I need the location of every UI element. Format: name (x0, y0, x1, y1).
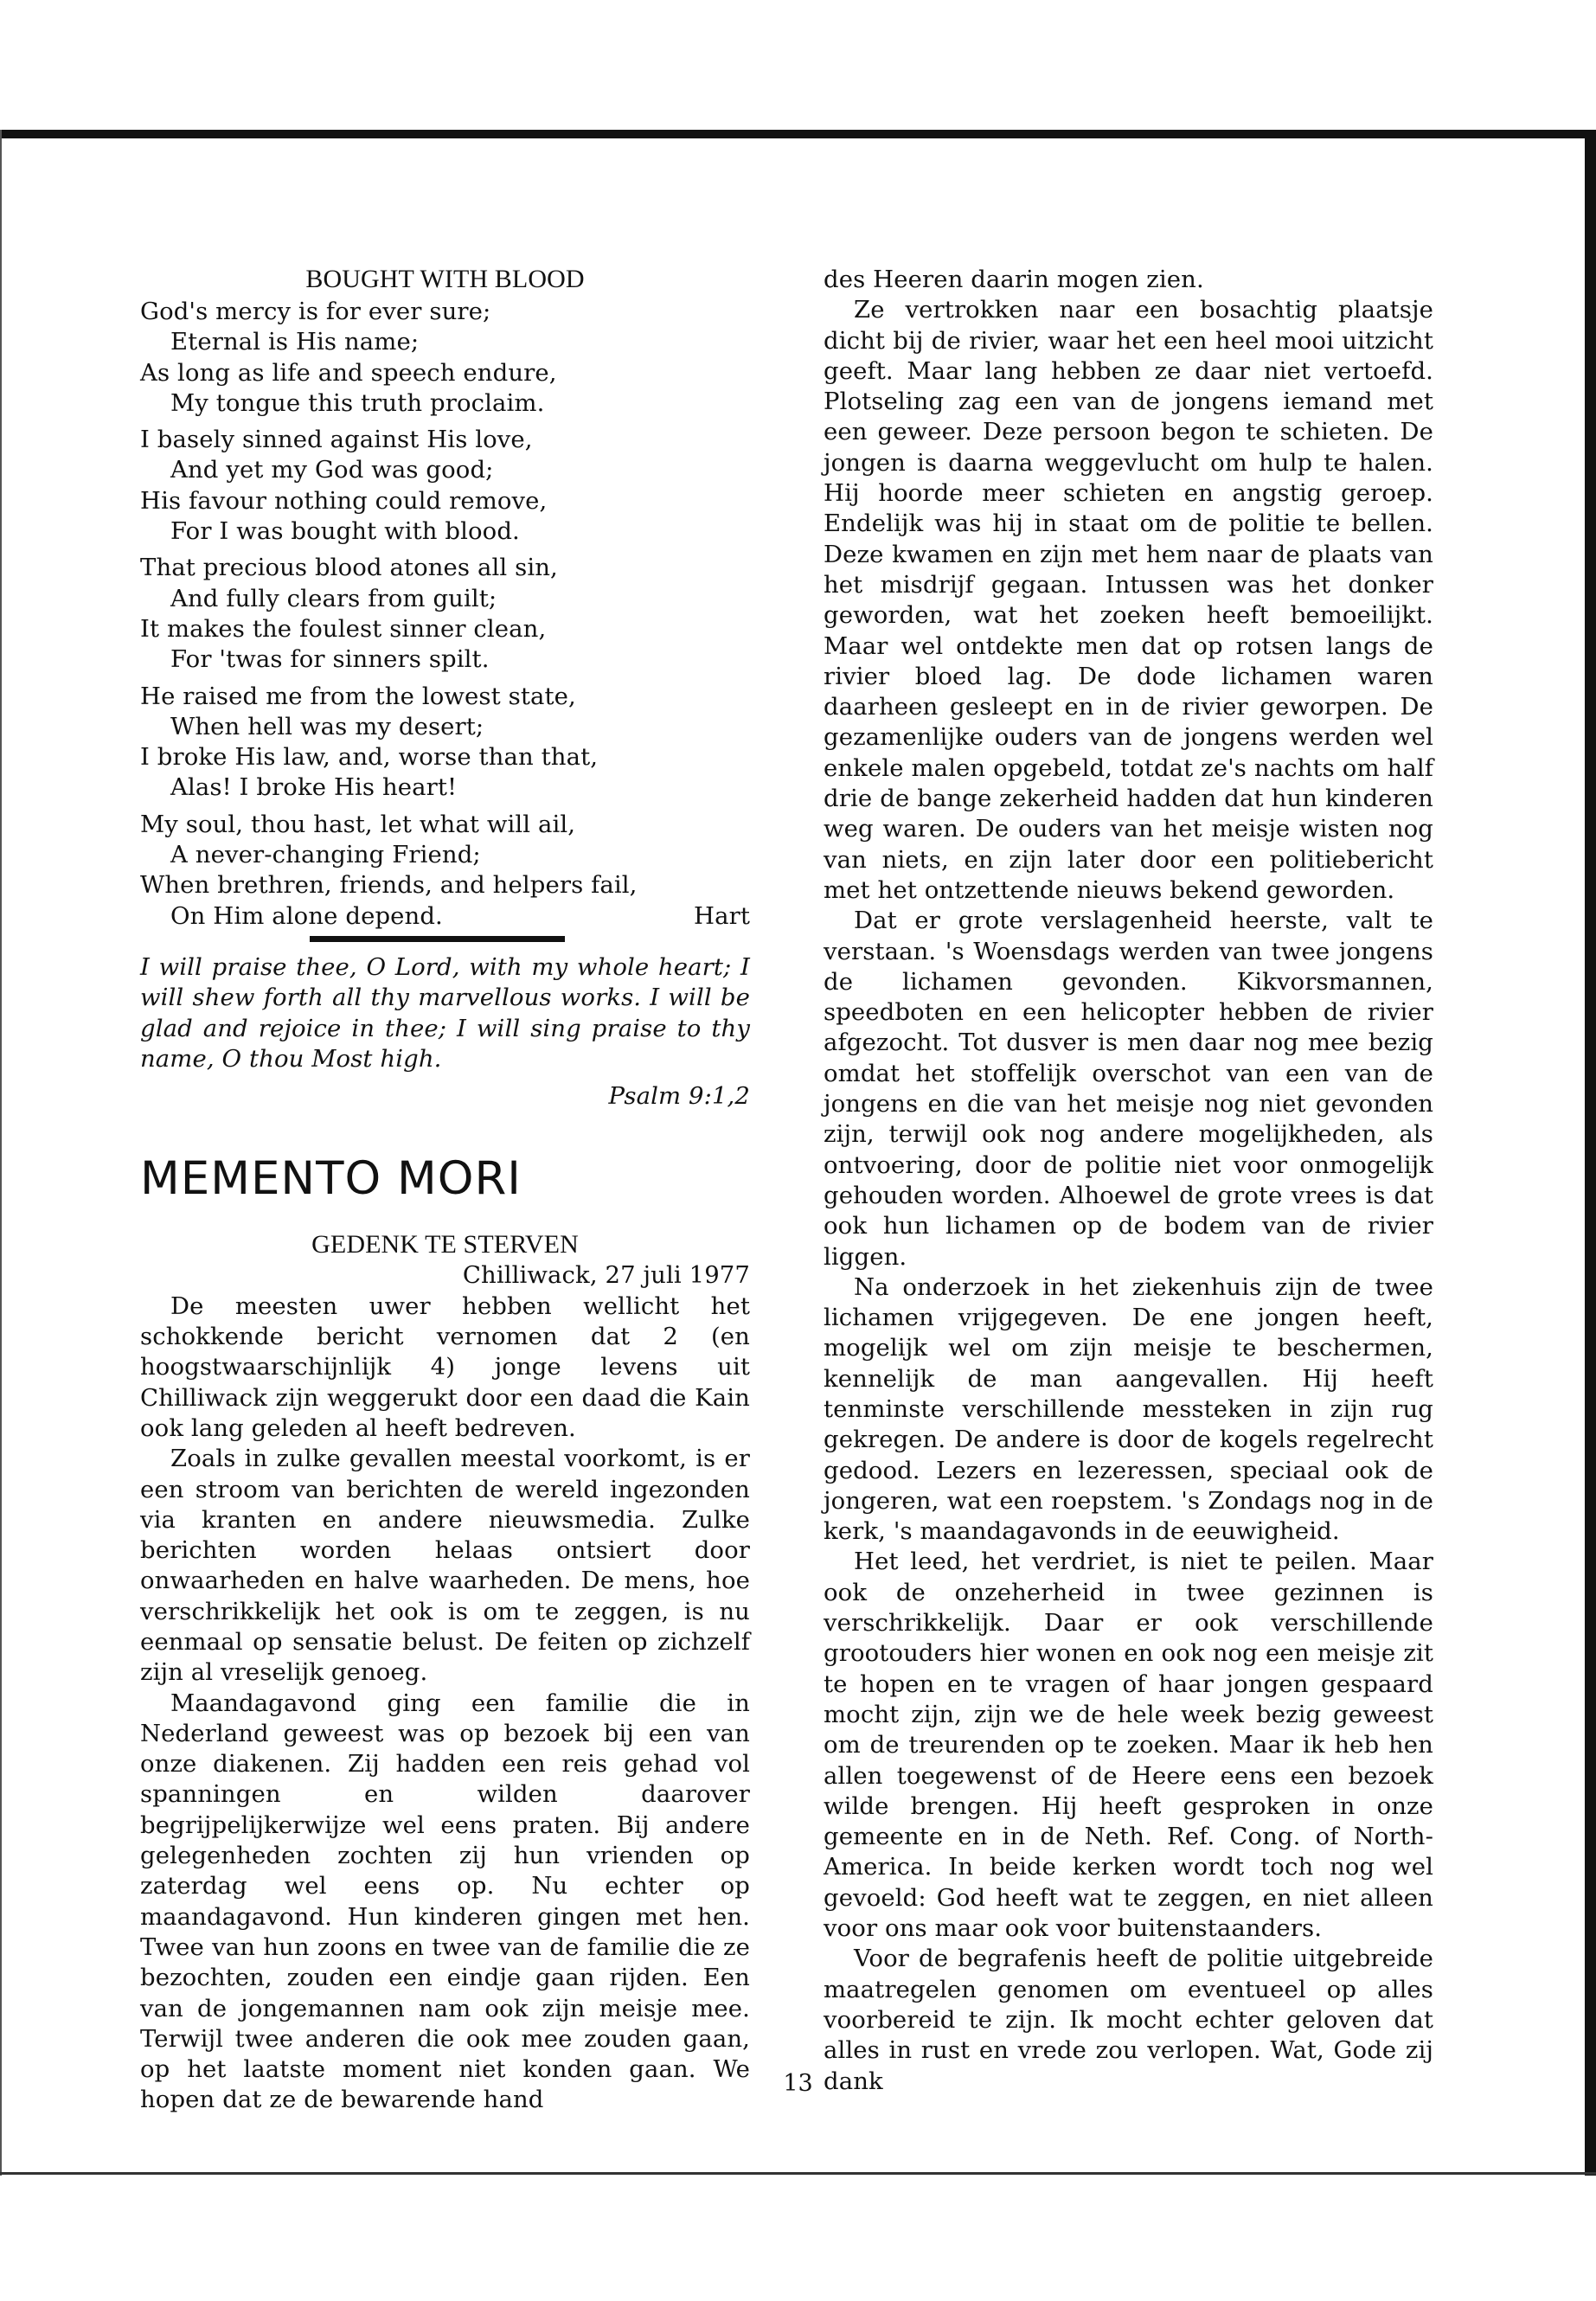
top-border-bar (0, 130, 1596, 138)
section-divider (310, 936, 565, 942)
article-paragraph: Ze vertrokken naar een bosachtig plaatsje dicht bij de rivier, waar het een heel mooi uitzicht geeft. Maar lang hebben ze daar niet vertoefd. Plotseling zag een van de jongens iemand met een geweer. Deze persoon begon te schieten. De jongen is daarna weggevlucht om hulp te halen. Hij hoorde meer schieten en angstig geroep. Endelijk was hij in staat om de politie te bellen. Deze kwamen en zijn met hem naar de plaats van het misdrijf gegaan. Intussen was het donker geworden, wat het zoeken heeft bemoeilijkt. Maar wel ontdekte men dat op rotsen langs de rivier bloed lag. De dode lichamen waren daarheen gesleept en in de rivier geworpen. De gezamenlijke ouders van de jongens werden wel enkele malen opgebeld, totdat ze's nachts om half drie de bange zekerheid hadden dat hun kinderen weg waren. De ouders van het meisje wisten nog van niets, en zijn later door een politiebericht met het ontzettende nieuws bekend geworden. (824, 296, 1433, 904)
poem-line: Eternal is His name; (170, 328, 420, 356)
poem-stanza (140, 425, 750, 547)
poem-line: That precious blood atones all sin, (140, 554, 558, 582)
article-paragraph: De meesten uwer hebben wellicht het schokkende bericht vernomen dat 2 (en hoogstwaarschijnlijk 4) jonge levens uit Chilliwack zijn weggerukt door een daad die Kain ook lang geleden al heeft bedreven. (140, 1292, 750, 1442)
article-continuation: des Heeren daarin mogen zien. (824, 266, 1204, 293)
poem-stanza (140, 553, 750, 675)
poem-line: And yet my God was good; (170, 456, 494, 484)
poem-line: I broke His law, and, worse than that, (140, 743, 599, 772)
poem-line: Alas! I broke His heart! (170, 773, 458, 802)
article-title: MEMENTO MORI (140, 1152, 522, 1206)
poem-line: For 'twas for sinners spilt. (170, 645, 490, 674)
bottom-border-line (0, 2172, 1596, 2175)
poem-stanza (140, 810, 750, 932)
poem-line: It makes the foulest sinner clean, (140, 614, 547, 643)
article-paragraph: Het leed, het verdriet, is niet te peilen. Maar ook de onzeherheid in twee gezinnen is verschrikkelijk. Daar er ook verschillende grootouders hier wonen en ook nog een meisje zit te hopen en te vragen of haar jongen gespaard mocht zijn, zijn we de hele week bezig geweest om de treurenden op te zoeken. Maar ik heb hen allen toegewenst of de Heere eens een bezoek wilde brengen. Hij heeft gesproken in onze gemeente en in de Neth. Ref. Cong. of North-America. In beide kerken wordt toch nog wel gevoeld: God heeft wat te zeggen, en niet alleen voor ons maar ook voor buitenstaanders. (824, 1548, 1433, 1943)
right-border-bar (1585, 130, 1596, 2176)
poem-line: As long as life and speech endure, (140, 358, 557, 387)
page-number: 13 (783, 2070, 813, 2097)
scripture-quote: I will praise thee, O Lord, with my whole heart; I will shew forth all thy marvellous works. I will be glad and rejoice in thee; I will sing praise to thy name, O thou Most high. (140, 952, 750, 1073)
poem-stanza (140, 682, 750, 804)
poem-line: And fully clears from guilt; (170, 584, 497, 612)
scripture-reference: Psalm 9:1,2 (608, 1082, 750, 1111)
article-paragraph: Na onderzoek in het ziekenhuis zijn de twee lichamen vrijgegeven. De ene jongen heeft, mogelijk wel om zijn meisje te beschermen, kennelijk de man aangevallen. Hij heeft tenminste verschillende messteken in zijn rug gekregen. De andere is door de kogels regelrecht gedood. Lezers en lezeressen, speciaal ook de jongeren, wat een roepstem. 's Zondags nog in de kerk, 's maandagavonds in de eeuwigheid. (824, 1272, 1433, 1546)
article-subtitle: GEDENK TE STERVEN (311, 1230, 579, 1259)
poem-line: My soul, thou hast, let what will ail, (140, 810, 576, 838)
poem-author: Hart (694, 901, 750, 930)
article-paragraph: Dat er grote verslagenheid heerste, valt te verstaan. 's Woensdags werden van twee jongens de lichamen gevonden. Kikvorsmannen, speedboten en een helicopter hebben de rivier afgezocht. Tot dusver is men daar nog mee bezig omdat het stoffelijk overschot van een van de jongens en die van het meisje nog niet gevonden zijn, terwijl ook nog andere mogelijkheden, als ontvoering, door de politie niet voor onmogelijk gehouden worden. Alhoewel de grote vrees is dat ook hun lichamen op de bodem van de rivier liggen. (824, 907, 1433, 1271)
poem-line: He raised me from the lowest state, (140, 682, 576, 710)
left-border-line (0, 130, 2, 2176)
poem-line: My tongue this truth proclaim. (170, 388, 545, 417)
article-paragraph: Voor de begrafenis heeft de politie uitgebreide maatregelen genomen om eventueel op alles voorbereid te zijn. Ik mocht echter geloven dat alles in rust en vrede zou verlopen. Wat, Gode zij dank (824, 1945, 1433, 2095)
poem-line: God's mercy is for ever sure; (140, 298, 491, 325)
right-column (824, 265, 1433, 2097)
article-dateline: Chilliwack, 27 juli 1977 (462, 1261, 750, 1290)
poem-stanza (140, 297, 750, 419)
article-paragraph: Maandagavond ging een familie die in Nederland geweest was op bezoek bij een van onze diakenen. Zij hadden een reis gehad vol spanningen en wilden daarover begrijpelijkerwijze wel eens praten. Bij andere gelegenheden zochten zij hun vrienden op zaterdag wel eens op. Nu echter op maandagavond. Hun kinderen gingen met hen. Twee van hun zoons en twee van de familie die ze bezochten, zouden een eindje gaan rijden. Een van de jongemannen nam ook zijn meisje mee. Terwijl twee anderen die ook mee zouden gaan, op het laatste moment niet konden gaan. We hopen dat ze de bewarende hand (140, 1689, 750, 2114)
left-column (140, 264, 750, 2116)
poem-line: When brethren, friends, and helpers fail, (140, 871, 638, 900)
poem-line: On Him alone depend. (170, 901, 443, 930)
article-paragraph: Zoals in zulke gevallen meestal voorkomt, is er een stroom van berichten de wereld ingezonden via kranten en andere nieuwsmedia. Zulke berichten worden helaas ontsiert door onwaarheden en halve waarheden. De mens, hoe verschrikkelijk het ook is om te zeggen, is nu eenmaal op sensatie belust. De feiten op zichzelf zijn al vreselijk genoeg. (140, 1445, 750, 1687)
poem-line: A never-changing Friend; (170, 841, 481, 869)
poem-title: BOUGHT WITH BLOOD (305, 265, 585, 293)
poem-line: His favour nothing could remove, (140, 486, 548, 515)
poem-line: For I was bought with blood. (170, 517, 520, 546)
poem-line: When hell was my desert; (170, 712, 484, 740)
poem-line: I basely sinned against His love, (140, 426, 533, 454)
poem-last-line (140, 901, 750, 932)
